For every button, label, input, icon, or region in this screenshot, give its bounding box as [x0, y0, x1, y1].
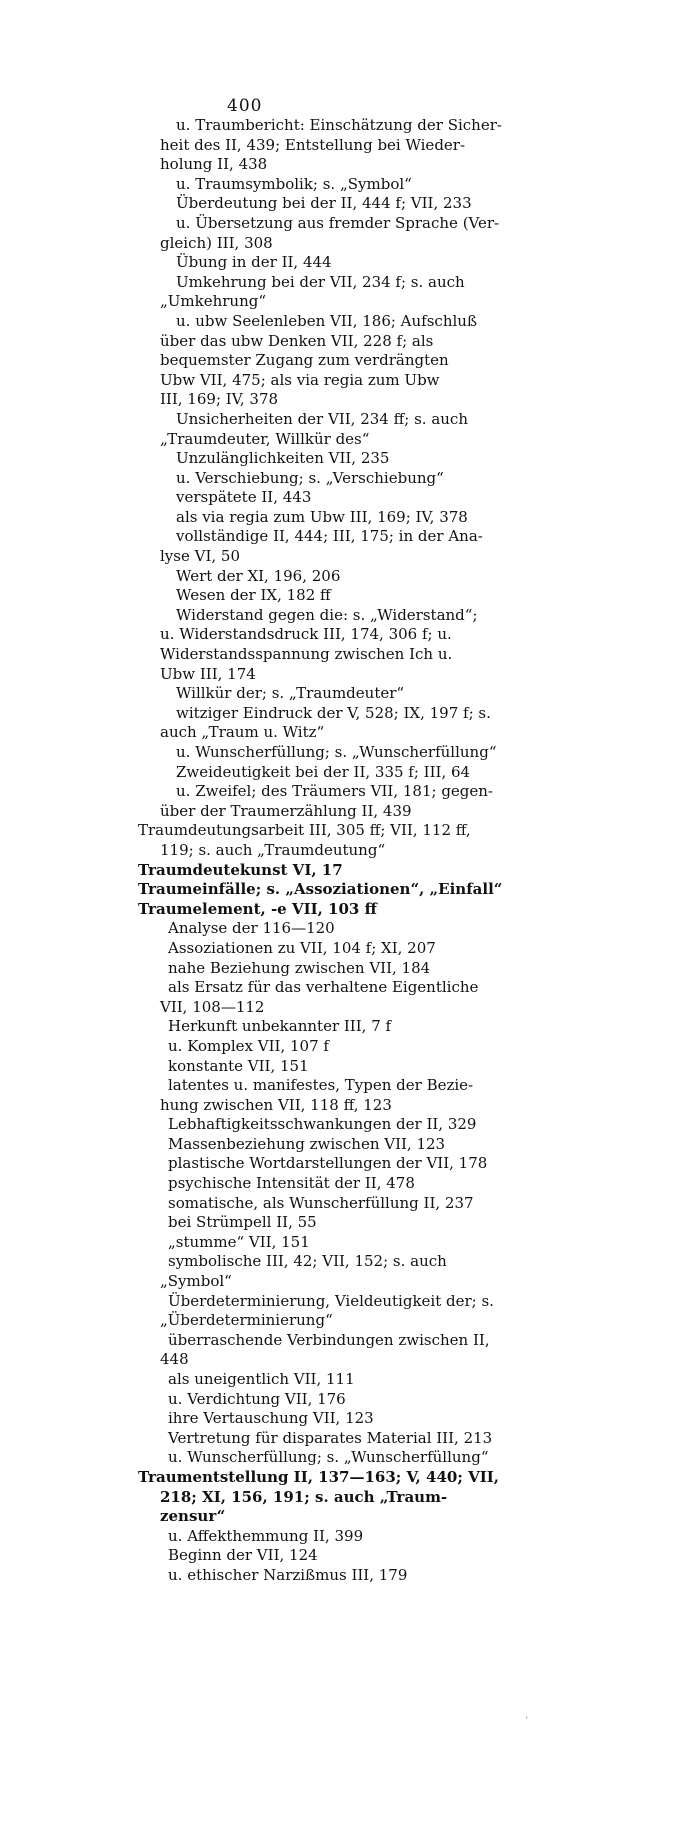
index-entry-continuation: „Traumdeuter, Willkür des“	[160, 429, 370, 448]
index-entry: Traumeinfälle; s. „Assoziationen“, „Einfall“	[138, 880, 503, 899]
index-entry: als uneigentlich VII, 111	[168, 1370, 355, 1388]
index-entry-continuation: „Symbol“	[160, 1272, 232, 1291]
index-entry-continuation: über das ubw Denken VII, 228 f; als	[160, 331, 434, 350]
index-entry: vollständige II, 444; III, 175; in der Ana-	[176, 527, 483, 546]
index-entry-continuation: lyse VI, 50	[160, 547, 240, 566]
index-entry-continuation: gleich) III, 308	[160, 233, 273, 252]
index-entry: u. Komplex VII, 107 f	[168, 1036, 329, 1055]
index-entry-continuation: Ubw VII, 475; als via regia zum Ubw	[160, 370, 440, 389]
index-entry: Traumelement, -e VII, 103 ff	[138, 899, 377, 918]
index-entry: Traumdeutekunst VI, 17	[138, 860, 343, 879]
index-entry-continuation: Widerstandsspannung zwischen Ich u.	[160, 645, 453, 664]
index-entry: Assoziationen zu VII, 104 f; XI, 207	[168, 938, 436, 957]
index-entry: Widerstand gegen die: s. „Widerstand“;	[176, 605, 478, 624]
index-entry: konstante VII, 151	[168, 1056, 309, 1075]
index-entry: psychische Intensität der II, 478	[168, 1174, 415, 1193]
index-entry-continuation: hung zwischen VII, 118 ff, 123	[160, 1095, 392, 1114]
index-entry: Lebhaftigkeitsschwankungen der II, 329	[168, 1115, 477, 1134]
index-entry: latentes u. manifestes, Typen der Bezie-	[168, 1076, 474, 1095]
index-entry-continuation: über der Traumerzählung II, 439	[160, 801, 412, 820]
index-entry: plastische Wortdarstellungen der VII, 178	[168, 1154, 488, 1173]
index-entry-continuation: „Umkehrung“	[160, 292, 267, 311]
index-entry: u. Zweifel; des Träumers VII, 181; gegen-	[176, 782, 493, 801]
index-entry: „stumme“ VII, 151	[168, 1232, 310, 1251]
index-entry: als Ersatz für das verhaltene Eigentliche	[168, 978, 479, 997]
index-entry: Traumdeutungsarbeit III, 305 ff; VII, 112 ff,	[138, 821, 471, 840]
index-entry-continuation: Ubw III, 174	[160, 664, 256, 683]
index-entry: Herkunft unbekannter III, 7 f	[168, 1017, 392, 1036]
page-number: 400	[227, 96, 263, 116]
index-entry: Unsicherheiten der VII, 234 ff; s. auch	[176, 409, 468, 428]
index-entry: Beginn der VII, 124	[168, 1546, 318, 1565]
index-entry: u. Verschiebung; s. „Verschiebung“	[176, 468, 444, 487]
index-entry: ihre Vertauschung VII, 123	[168, 1409, 374, 1428]
index-entry: Massenbeziehung zwischen VII, 123	[168, 1134, 446, 1153]
index-entry: somatische, als Wunscherfüllung II, 237	[168, 1193, 474, 1212]
corner-mark: ·	[525, 1713, 529, 1724]
index-column	[138, 116, 568, 1586]
index-entry: Überdeutung bei der II, 444 f; VII, 233	[176, 194, 472, 213]
index-entry: u. ubw Seelenleben VII, 186; Aufschluß	[176, 311, 477, 330]
index-entry: u. Übersetzung aus fremder Sprache (Ver-	[176, 213, 500, 232]
index-entry: u. Traumbericht: Einschätzung der Sicher-	[176, 116, 502, 134]
index-entry-continuation: 448	[160, 1350, 189, 1369]
index-entry-continuation: u. Widerstandsdruck III, 174, 306 f; u.	[160, 625, 452, 644]
index-entry: symbolische III, 42; VII, 152; s. auch	[168, 1252, 447, 1271]
index-entry: Wesen der IX, 182 ff	[176, 586, 331, 605]
index-entry: u. Wunscherfüllung; s. „Wunscherfüllung“	[176, 743, 497, 761]
index-entry: Umkehrung bei der VII, 234 f; s. auch	[176, 272, 465, 291]
index-entry-continuation: auch „Traum u. Witz“	[160, 723, 325, 742]
index-entry-continuation: heit des II, 439; Entstellung bei Wieder-	[160, 135, 466, 154]
index-entry: als via regia zum Ubw III, 169; IV, 378	[176, 507, 468, 526]
index-entry-continuation: 218; XI, 156, 191; s. auch „Traum-	[160, 1487, 448, 1506]
index-entry: überraschende Verbindungen zwischen II,	[168, 1330, 490, 1349]
index-entry: Analyse der 116—120	[168, 919, 335, 938]
index-entry-continuation: 119; s. auch „Traumdeutung“	[160, 840, 386, 859]
index-entry-continuation: III, 169; IV, 378	[160, 390, 279, 409]
index-entry: u. ethischer Narzißmus III, 179	[168, 1565, 408, 1584]
index-entry-continuation: VII, 108—112	[160, 997, 265, 1016]
index-entry-continuation: zensur“	[160, 1507, 226, 1526]
index-entry: witziger Eindruck der V, 528; IX, 197 f; s.	[176, 703, 491, 722]
index-entry: Überdeterminierung, Vieldeutigkeit der; s.	[168, 1291, 494, 1310]
index-entry: u. Verdichtung VII, 176	[168, 1389, 346, 1408]
index-entry: Wert der XI, 196, 206	[176, 566, 341, 585]
index-entry: Übung in der II, 444	[176, 253, 332, 272]
index-entry: u. Wunscherfüllung; s. „Wunscherfüllung“	[168, 1448, 489, 1467]
index-entry: nahe Beziehung zwischen VII, 184	[168, 958, 431, 977]
index-entry-continuation: holung II, 438	[160, 155, 268, 174]
index-entry-continuation: „Überdeterminierung“	[160, 1311, 333, 1330]
index-entry: bei Strümpell II, 55	[168, 1213, 317, 1232]
index-entry: verspätete II, 443	[176, 488, 312, 507]
index-entry-continuation: bequemster Zugang zum verdrängten	[160, 351, 449, 370]
index-entry: u. Affekthemmung II, 399	[168, 1526, 364, 1545]
index-entry: Vertretung für disparates Material III, 213	[168, 1428, 493, 1447]
index-entry: Unzulänglichkeiten VII, 235	[176, 449, 390, 468]
index-entry: Willkür der; s. „Traumdeuter“	[176, 684, 405, 703]
index-entry: u. Traumsymbolik; s. „Symbol“	[176, 174, 412, 193]
index-entry: Zweideutigkeit bei der II, 335 f; III, 64	[176, 762, 471, 781]
index-entry: Traumentstellung II, 137—163; V, 440; VII,	[138, 1467, 499, 1486]
